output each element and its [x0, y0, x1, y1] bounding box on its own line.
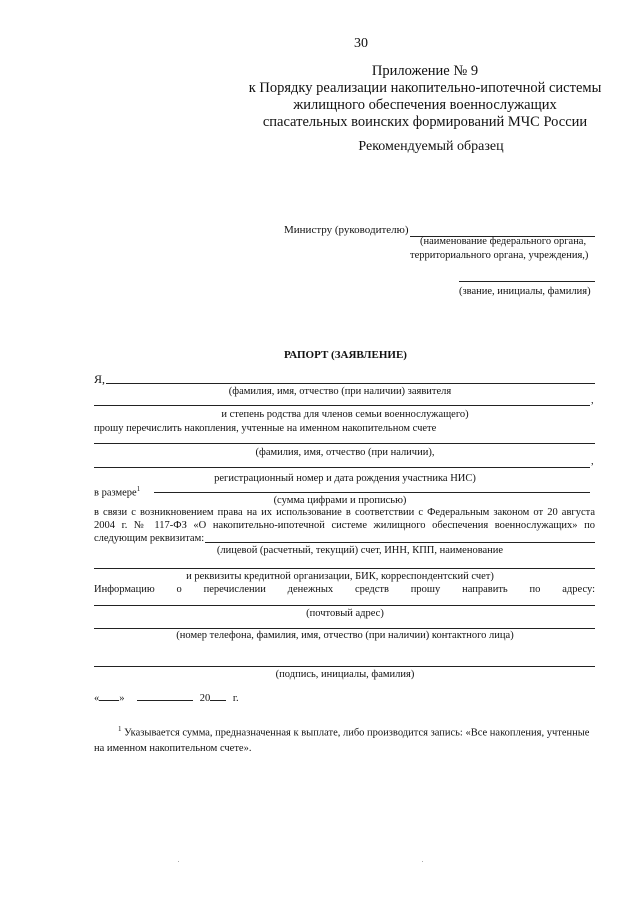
ask-text: прошу перечислить накопления, учтенные на именном накопительном счете	[94, 423, 437, 434]
caption-registration: регистрационный номер и дата рождения участника НИС)	[214, 473, 476, 484]
phone-field[interactable]	[94, 628, 595, 629]
paragraph-line-3: следующим реквизитам:	[94, 533, 205, 544]
addressee-label: Министру (руководителю)	[284, 224, 409, 236]
appendix-title: Приложение № 9	[371, 63, 479, 79]
caption-signature: (подпись, инициалы, фамилия)	[275, 669, 415, 680]
caption-fio: (фамилия, имя, отчество (при наличии) заявителя	[228, 386, 452, 397]
footnote-mark: 1	[118, 725, 122, 733]
addressee-rank-field[interactable]	[459, 281, 595, 282]
relation-field[interactable]	[94, 405, 590, 406]
caption-phone: (номер телефона, фамилия, имя, отчество (при наличии) контактного лица)	[176, 630, 514, 641]
addressee-hint-1: (наименование федерального органа,	[420, 236, 587, 247]
caption-address: (почтовый адрес)	[306, 608, 384, 619]
date-open-quote: «	[94, 693, 100, 704]
appendix-line-2: жилищного обеспечения военнослужащих	[293, 97, 557, 113]
page-number: 30	[354, 36, 368, 51]
signature-field[interactable]	[94, 666, 595, 667]
caption-relation: и степень родства для членов семьи военнослужащего)	[221, 409, 469, 420]
date-year-prefix: 20	[199, 693, 211, 704]
amount-field[interactable]	[154, 492, 590, 493]
caption-bank: и реквизиты кредитной организации, БИК, корреспондентский счет)	[186, 571, 494, 582]
scan-speck	[422, 861, 423, 862]
caption-amount: (сумма цифрами и прописью)	[273, 495, 407, 506]
form-title: РАПОРТ (ЗАЯВЛЕНИЕ)	[284, 349, 407, 361]
amount-label: в размере$^1$	[94, 485, 141, 499]
recommended-sample: Рекомендуемый образец	[358, 139, 504, 154]
info-text: Информацию о перечислении денежных средств прошу направить по адресу:	[94, 584, 595, 595]
date-line	[94, 693, 239, 704]
scan-speck	[178, 861, 179, 862]
date-month-field[interactable]	[137, 700, 193, 701]
addressee-hint-2: территориального органа, учреждения,)	[410, 250, 589, 261]
address-field[interactable]	[94, 605, 595, 606]
paragraph-line-1: в связи с возникновением права на их использование в соответствии с Федеральным законом от 20 августа	[94, 507, 595, 518]
caption-account: (лицевой (расчетный, текущий) счет, ИНН, КПП, наименование	[216, 545, 504, 556]
paragraph-line-2: 2004 г. № 117-ФЗ «О накопительно-ипотечной системе жилищного обеспечения военнослужащих» по	[94, 520, 595, 531]
comma-2: ,	[591, 456, 594, 467]
applicant-fio-field[interactable]	[106, 383, 595, 384]
date-year-suffix: г.	[232, 693, 239, 704]
footnote-text: Указывается сумма, предназначенная к выплате, либо производится запись: «Все накопления, учтенные на именном накопительном счете».	[94, 727, 590, 754]
ya-label: Я,	[94, 372, 106, 386]
date-close-quote: »	[119, 693, 125, 704]
caption-fio-2: (фамилия, имя, отчество (при наличии),	[255, 447, 435, 458]
appendix-line-1: к Порядку реализации накопительно-ипотечной системы	[248, 80, 602, 96]
participant-fio-field[interactable]	[94, 443, 595, 444]
footnote	[94, 722, 595, 756]
comma: ,	[591, 395, 594, 406]
addressee-hint-3: (звание, инициалы, фамилия)	[459, 286, 591, 297]
date-year-field[interactable]	[210, 700, 226, 701]
account-field[interactable]	[205, 542, 595, 543]
registration-field[interactable]	[94, 467, 590, 468]
appendix-line-3: спасательных воинских формирований МЧС России	[262, 114, 588, 130]
bank-field[interactable]	[94, 568, 595, 569]
date-day-field[interactable]	[99, 700, 119, 701]
